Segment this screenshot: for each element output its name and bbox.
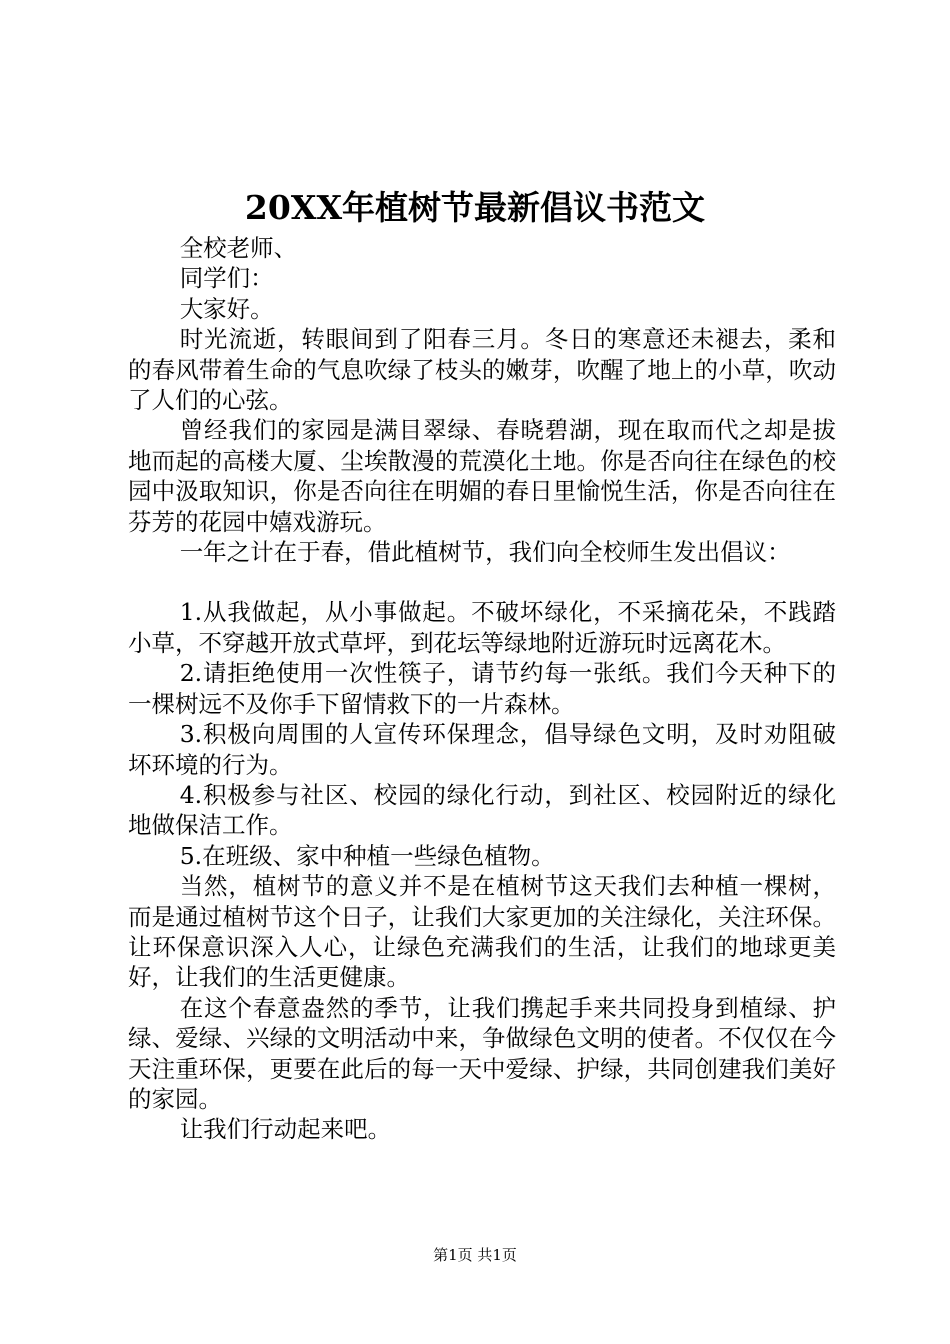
closing-line: 让我们行动起来吧。 [179,1115,392,1144]
proposal-item: 1.从我做起，从小事做起。不破坏绿化，不采摘花朵，不践踏小草，不穿越开放式草坪，到花坛等绿地附近游玩时远离花木。 [128,598,836,657]
document-body [128,233,836,1145]
paragraph: 曾经我们的家园是满目翠绿、春晓碧湖，现在取而代之却是拔地而起的高楼大厦、尘埃散漫的荒漠化土地。你是否向往在绿色的校园中汲取知识，你是否向往在明媚的春日里愉悦生活，你是否向往在芬芳的花园中嬉戏游玩。 [128,416,836,536]
greeting-line: 同学们： [179,264,274,293]
paragraph: 在这个春意盎然的季节，让我们携起手来共同投身到植绿、护绿、爱绿、兴绿的文明活动中来，争做绿色文明的使者。不仅仅在今天注重环保，更要在此后的每一天中爱绿、护绿，共同创建我们美好的家园。 [128,993,836,1113]
paragraph: 当然，植树节的意义并不是在植树节这天我们去种植一棵树，而是通过植树节这个日子，让我们大家更加的关注绿化，关注环保。让环保意识深入人心，让绿色充满我们的生活，让我们的地球更美好，让我们的生活更健康。 [128,872,836,992]
proposal-item: 3.积极向周围的人宣传环保理念，倡导绿色文明，及时劝阻破坏环境的行为。 [128,720,836,779]
proposal-item: 2.请拒绝使用一次性筷子，请节约每一张纸。我们今天种下的一棵树远不及你手下留情救下的一片森林。 [128,659,836,718]
paragraph: 一年之计在于春，借此植树节，我们向全校师生发出倡议： [179,538,791,567]
paragraph: 时光流逝，转眼间到了阳春三月。冬日的寒意还未褪去，柔和的春风带着生命的气息吹绿了枝头的嫩芽，吹醒了地上的小草，吹动了人们的心弦。 [128,325,836,415]
greeting-line: 全校老师、 [179,234,298,262]
blank-line [128,567,836,597]
page-number-footer: 第1页 共1页 [433,1246,517,1264]
greeting-line: 大家好。 [179,294,274,323]
document-title: 20XX年植树节最新倡议书范文 [244,188,706,227]
proposal-item: 5.在班级、家中种植一些绿色植物。 [179,841,555,870]
proposal-item: 4.积极参与社区、校园的绿化行动，到社区、校园附近的绿化地做保洁工作。 [128,780,836,840]
